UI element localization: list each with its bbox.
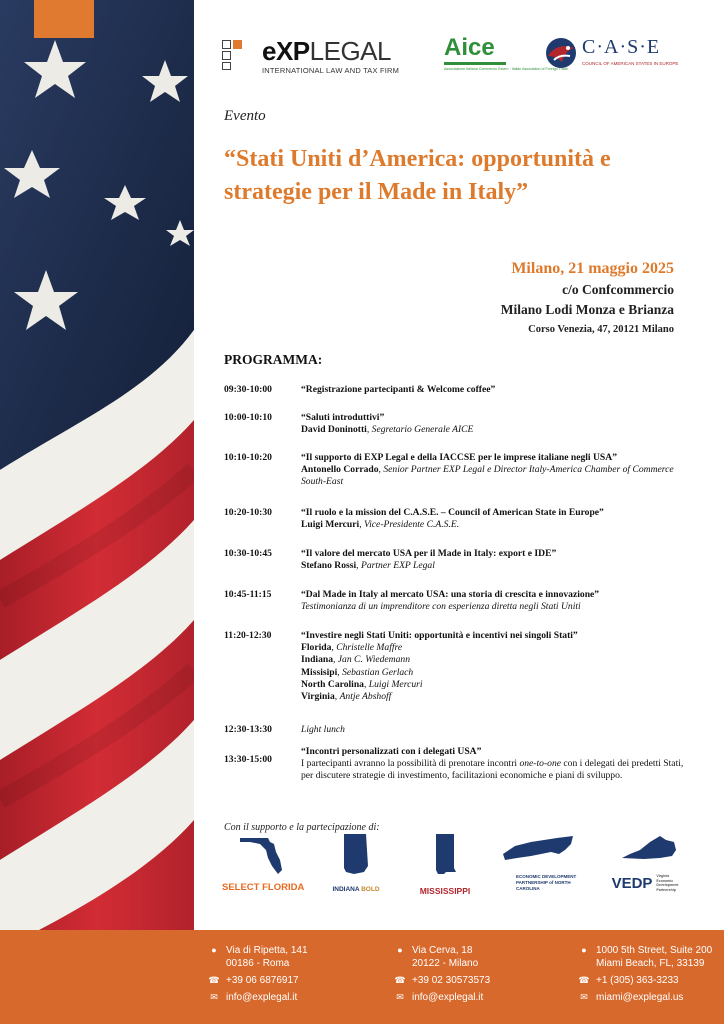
support-label: Con il supporto e la partecipazione di: [224,822,380,833]
agenda-time: 13:30-15:00 [224,754,272,765]
state-name: North Carolina [301,678,364,690]
state-row: Missisipi, Sebastian Gerlach [301,666,414,678]
agenda-time: 09:30-10:00 [224,384,272,395]
programme-heading: PROGRAMMA: [224,352,323,367]
state-speaker: Luigi Mercuri [368,678,423,690]
agenda-role: Vice-Presidente C.A.S.E. [363,519,460,531]
partner-label: ECONOMIC DEVELOPMENT PARTNERSHIP of NORTH CAROLINA [516,874,577,891]
aice-wordmark: Aice [444,34,495,61]
event-venue-line1: c/o Confcommercio [562,282,674,297]
office-street: 1000 5th Street, Suite 200 [596,945,713,956]
agenda-time: 12:30-13:30 [224,724,272,735]
office-email[interactable]: info@explegal.it [412,992,484,1003]
event-address: Corso Venezia, 47, 20121 Milano [528,324,674,335]
email-icon: ✉ [396,992,404,1002]
event-label: Evento [224,108,266,124]
location-pin-icon: ● [211,945,217,955]
case-tagline: COUNCIL OF AMERICAN STATES IN EUROPE [582,61,679,66]
agenda-note: Light lunch [301,724,345,735]
phone-icon: ☎ [208,975,220,985]
footer [0,930,724,1024]
flag-image [0,0,194,930]
exp-legal-wordmark: eXPLEGAL [262,36,391,66]
office-city: 20122 - Milano [412,958,479,969]
agenda-time: 10:30-10:45 [224,548,272,559]
partner-label: VEDP [611,874,653,892]
agenda-role: Segretario Generale AICE [371,424,474,436]
agenda-speaker: David Doninotti [301,424,367,436]
state-speaker: Sebastian Gerlach [342,666,414,678]
agenda-speaker: Antonello Corrado [301,464,379,476]
exp-legal-tagline: INTERNATIONAL LAW AND TAX FIRM [262,66,400,75]
partner-logos [222,832,702,912]
aice-logo [444,34,568,79]
office-city: 00186 - Roma [226,958,290,969]
office-city: Miami Beach, FL, 33139 [596,958,705,969]
office-email[interactable]: miami@explegal.us [596,992,684,1003]
agenda-title: “Il ruolo e la mission del C.A.S.E. – Council of American State in Europe” [301,507,604,518]
office-street: Via di Ripetta, 141 [226,945,308,956]
office-roma [208,944,308,1004]
office-phone[interactable]: +1 (305) 363-3233 [596,975,679,986]
event-location [501,258,674,340]
agenda-time: 10:45-11:15 [224,589,272,600]
aice-tagline: Associazione Italiana Commercio Estero · Italian Association of Foreign Trade [444,67,568,71]
case-logo [544,34,679,79]
email-icon: ✉ [580,992,588,1002]
agenda-title: “Saluti introduttivi” [301,412,385,423]
header-logos [222,34,682,84]
partner-select-florida [222,832,305,908]
office-milano [394,944,490,1004]
state-speaker: Christelle Maffre [336,642,403,654]
mississippi-map-icon [432,832,458,876]
office-email[interactable]: info@explegal.it [226,992,298,1003]
state-row: Florida, Christelle Maffre [301,642,403,654]
agenda-speaker: Luigi Mercuri [301,519,360,531]
state-name: Missisipi [301,666,338,678]
partner-label: INDIANA BOLD [332,886,380,893]
agenda-description: I partecipanti avranno la possibilità di prenotare incontri one-to-one con i delegati dei predetti Stati, per discutere strategie di investimento, facilitazioni economiche e piani di sviluppo. [301,758,684,782]
partner-north-carolina [494,832,582,908]
agenda-time: 10:00-10:10 [224,412,272,423]
partner-label: SELECT FLORIDA [222,882,305,893]
agenda-title: “Investire negli Stati Uniti: opportunità e incentivi nei singoli Stati” [301,630,578,641]
eagle-emblem-icon [544,36,578,70]
agenda-time: 10:20-10:30 [224,507,272,518]
agenda-role: Partner EXP Legal [360,560,435,572]
agenda-speaker: Stefano Rossi [301,560,357,572]
agenda-time: 11:20-12:30 [224,630,272,641]
state-name: Indiana [301,654,333,666]
north-carolina-map-icon [501,832,575,862]
state-name: Florida [301,642,332,654]
office-phone[interactable]: +39 02 30573573 [412,975,491,986]
aice-underline [444,62,506,65]
partner-indiana [310,832,402,908]
event-title: “Stati Uniti d’America: opportunità e strategie per il Made in Italy” [224,146,611,205]
exp-legal-logo [222,34,412,79]
office-street: Via Cerva, 18 [412,945,473,956]
phone-icon: ☎ [394,975,406,985]
location-pin-icon: ● [581,945,587,955]
state-name: Virginia [301,691,335,703]
state-row: North Carolina, Luigi Mercuri [301,678,423,690]
partner-vedp [606,832,692,908]
event-venue-line2: Milano Lodi Monza e Brianza [500,302,674,317]
partner-label: MISSISSIPPI [419,886,471,896]
agenda-title: “Il valore del mercato USA per il Made in Italy: export e IDE” [301,548,557,559]
state-row: Virginia, Antje Abshoff [301,691,392,703]
virginia-map-icon [620,832,678,862]
office-phone[interactable]: +39 06 6876917 [226,975,299,986]
agenda-title: “Incontri personalizzati con i delegati USA” [301,746,482,757]
state-row: Indiana, Jan C. Wiedemann [301,654,411,666]
agenda-title: “Il supporto di EXP Legal e della IACCSE per le imprese italiane negli USA” [301,452,617,463]
florida-map-icon [238,832,286,876]
agenda-title: “Dal Made in Italy al mercato USA: una storia di crescita e innovazione” [301,589,600,600]
email-icon: ✉ [210,992,218,1002]
office-miami [578,944,712,1004]
orange-corner-tab [34,0,94,38]
partner-sub: Virginia Economic Development Partnership [656,874,679,892]
state-speaker: Antje Abshoff [339,691,392,703]
phone-icon: ☎ [578,975,590,985]
indiana-map-icon [340,832,372,876]
event-date: Milano, 21 maggio 2025 [511,260,674,277]
location-pin-icon: ● [397,945,403,955]
exp-squares-icon [222,40,244,70]
agenda-title: “Registrazione partecipanti & Welcome coffee” [301,384,496,395]
case-wordmark: C·A·S·E [582,36,661,58]
agenda-role: Senior Partner EXP Legal e Director Italy-America Chamber of Commerce South-East [301,464,674,488]
us-flag-illustration [0,0,194,930]
agenda-time: 10:10-10:20 [224,452,272,463]
partner-mississippi [412,832,478,908]
state-speaker: Jan C. Wiedemann [337,654,411,666]
agenda-note: Testimonianza di un imprenditore con esperienza diretta negli Stati Uniti [301,601,581,613]
